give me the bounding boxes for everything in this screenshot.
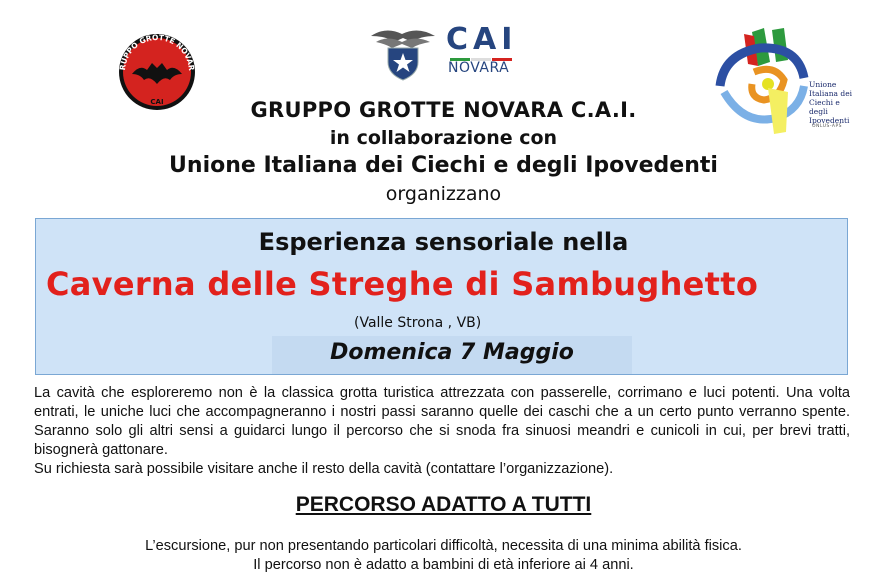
- event-intro: Esperienza sensoriale nella: [258, 228, 629, 256]
- event-area: (Valle Strona , VB): [354, 315, 482, 331]
- ring-text: RUPPO GROTTE NOVAR: [117, 32, 197, 72]
- event-place: Caverna delle Streghe di Sambughetto: [46, 265, 759, 303]
- route-note-2: Il percorso non è adatto a bambini di età inferiore ai 4 anni.: [253, 557, 634, 573]
- organization-name: GRUPPO GROTTE NOVARA C.A.I.: [250, 98, 637, 122]
- logo-bottom-text: CAI: [150, 98, 164, 106]
- partner-name: Unione Italiana dei Ciechi e degli Ipovedenti: [169, 153, 718, 178]
- event-date: Domenica 7 Maggio: [330, 340, 574, 365]
- collaboration-line: in collaborazione con: [329, 127, 558, 149]
- cai-logo: [368, 22, 528, 82]
- uici-name: Unione Italiana dei Ciechi e degli Ipovedenti: [809, 80, 853, 125]
- route-note-1: L’escursione, pur non presentando particolari difficoltà, necessita di una minima abilità fisica.: [145, 538, 742, 554]
- cai-section: NOVARA: [448, 60, 510, 76]
- route-title: PERCORSO ADATTO A TUTTI: [295, 493, 592, 516]
- description: [34, 384, 850, 479]
- cai-wordmark: CAI: [446, 22, 518, 57]
- description-request: Su richiesta sarà possibile visitare anche il resto della cavità (contattare l’organizzazione).: [34, 461, 614, 477]
- description-paragraph: La cavità che esploreremo non è la classica grotta turistica attrezzata con passerelle, corrimano e luci potenti. Una volta entrati, le uniche luci che accompagneranno i nostri passi saranno quelle dei caschi che a un certo punto verranno spente. Saranno solo gli altri sensi a guidarci lungo il percorso che si snoda fra sinuosi meandri e cunicoli in cui, per brevi tratti, bisognerà gattonare.: [34, 385, 850, 458]
- organize-line: organizzano: [385, 183, 502, 205]
- uici-logo: [714, 26, 854, 142]
- uici-tag: ONLUS-APS: [812, 124, 843, 129]
- cai-eagle-emblem: [368, 22, 438, 82]
- uici-emblem: [714, 26, 809, 142]
